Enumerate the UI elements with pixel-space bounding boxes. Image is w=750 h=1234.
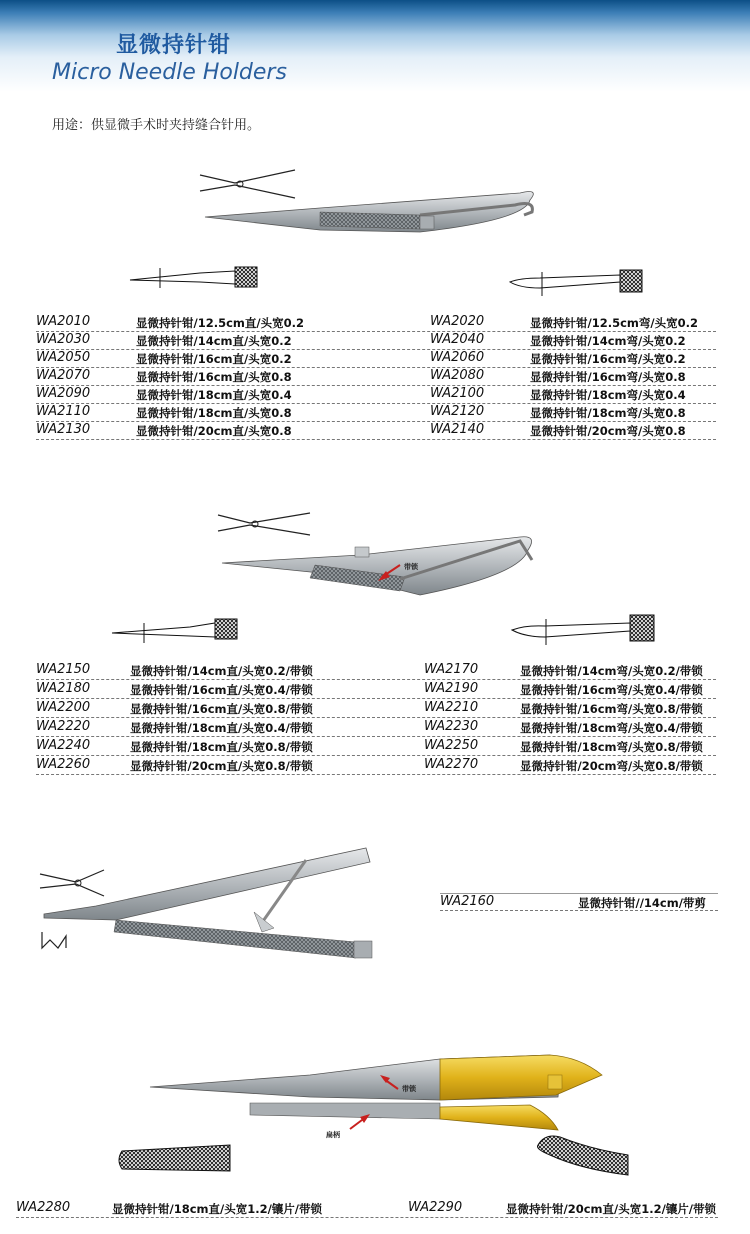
product-code: WA2060 [430,350,485,365]
needle-holder-gold-illustration [110,1045,650,1180]
product-desc: 显微持针钳/18cm直/头宽1.2/镶片/带锁 [112,1202,322,1216]
table-row [36,719,716,737]
product-code: WA2160 [440,894,495,909]
product-code: WA2110 [36,404,91,419]
product-desc: 显微持针钳/18cm直/头宽0.8/带锁 [130,740,313,754]
product-desc: 显微持针钳/16cm直/头宽0.2 [136,352,292,366]
product-desc: 显微持针钳/16cm直/头宽0.4/带锁 [130,683,313,697]
product-code: WA2220 [36,719,91,734]
table-row [36,368,716,386]
product-desc: 显微持针钳/18cm直/头宽0.8 [136,406,292,420]
wa2160-row [440,893,718,911]
product-desc: 显微持针钳/20cm直/头宽1.2/镶片/带锁 [506,1202,716,1216]
curved-tip-icon [512,615,654,645]
product-code: WA2120 [430,404,485,419]
product-desc: 显微持针钳/18cm直/头宽0.4 [136,388,292,402]
product-code: WA2070 [36,368,91,383]
product-code: WA2270 [424,757,479,772]
product-code: WA2180 [36,681,91,696]
straight-tip-icon [130,267,257,288]
table-row [36,332,716,350]
product-desc: 显微持针钳/20cm弯/头宽0.8 [530,424,686,438]
product-code: WA2080 [430,368,485,383]
product-code: WA2170 [424,662,479,677]
table-row [36,314,716,332]
jaw-open-icon [40,870,104,896]
product-desc: 显微持针钳/18cm弯/头宽0.4/带锁 [520,721,703,735]
product-desc: 显微持针钳/12.5cm弯/头宽0.2 [530,316,698,330]
product-code: WA2090 [36,386,91,401]
product-code: WA2280 [16,1200,71,1215]
product-code: WA2240 [36,738,91,753]
product-desc: 显微持针钳/16cm弯/头宽0.8 [530,370,686,384]
product-code: WA2290 [408,1200,463,1215]
page-header [0,0,750,92]
page-title-cn: 显微持针钳 [116,33,232,58]
straight-tip-icon [112,619,237,643]
product-desc: 显微持针钳/18cm弯/头宽0.4 [530,388,686,402]
lock-label: 带锁 [404,563,418,571]
page-title-en: Micro Needle Holders [52,60,287,85]
flat-handle-label: 扁柄 [326,1131,340,1139]
table-row [36,681,716,699]
product-desc: 显微持针钳/18cm弯/头宽0.8/带锁 [520,740,703,754]
lock-label: 带锁 [402,1085,416,1093]
table-row [36,757,716,775]
product-desc: 显微持针钳//14cm/带剪 [578,896,706,910]
product-desc: 显微持针钳/14cm直/头宽0.2/带锁 [130,664,313,678]
product-code: WA2030 [36,332,91,347]
product-code: WA2100 [430,386,485,401]
product-desc: 显微持针钳/14cm弯/头宽0.2/带锁 [520,664,703,678]
product-desc: 显微持针钳/18cm直/头宽0.4/带锁 [130,721,313,735]
product-desc: 显微持针钳/16cm直/头宽0.8/带锁 [130,702,313,716]
table-row [36,738,716,756]
product-code: WA2210 [424,700,479,715]
product-desc: 显微持针钳/14cm弯/头宽0.2 [530,334,686,348]
jaw-open-icon [218,513,310,535]
product-code: WA2230 [424,719,479,734]
product-desc: 显微持针钳/16cm弯/头宽0.8/带锁 [520,702,703,716]
table-row [16,1200,718,1218]
product-desc: 显微持针钳/20cm直/头宽0.8 [136,424,292,438]
table-row [36,662,716,680]
product-desc: 显微持针钳/20cm弯/头宽0.8/带锁 [520,759,703,773]
product-desc: 显微持针钳/16cm弯/头宽0.4/带锁 [520,683,703,697]
product-desc: 显微持针钳/12.5cm直/头宽0.2 [136,316,304,330]
table-row [36,350,716,368]
product-code: WA2250 [424,738,479,753]
tip-profile-icon [42,932,66,948]
product-code: WA2190 [424,681,479,696]
straight-tip-icon [119,1145,230,1171]
product-desc: 显微持针钳/20cm直/头宽0.8/带锁 [130,759,313,773]
product-desc: 显微持针钳/16cm弯/头宽0.2 [530,352,686,366]
table-row [36,422,716,440]
needle-holder-1-illustration [120,160,720,305]
product-code: WA2200 [36,700,91,715]
product-code: WA2050 [36,350,91,365]
product-code: WA2020 [430,314,485,329]
needle-holder-2-illustration [100,505,720,650]
curved-tip-icon [510,270,642,296]
jaw-open-icon [200,170,295,198]
needle-holder-scissors-illustration [36,840,386,970]
usage-text: 用途：供显微手术时夹持缝合针用。 [52,118,261,133]
product-code: WA2010 [36,314,91,329]
product-desc: 显微持针钳/18cm弯/头宽0.8 [530,406,686,420]
product-desc: 显微持针钳/16cm直/头宽0.8 [136,370,292,384]
table-row [36,700,716,718]
product-code: WA2040 [430,332,485,347]
product-code: WA2150 [36,662,91,677]
product-code: WA2130 [36,422,91,437]
product-code: WA2260 [36,757,91,772]
curved-tip-icon [538,1136,629,1175]
product-desc: 显微持针钳/14cm直/头宽0.2 [136,334,292,348]
product-code: WA2140 [430,422,485,437]
table-row [36,404,716,422]
table-row [36,386,716,404]
